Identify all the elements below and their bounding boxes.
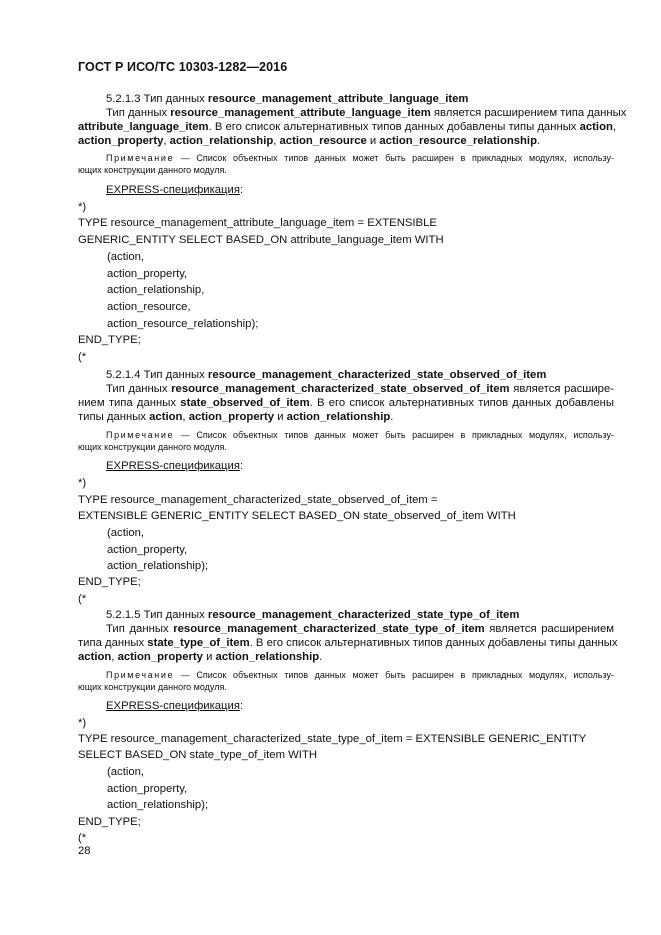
code-item: action_relationship, [107, 284, 205, 296]
code-line: TYPE resource_management_attribute_language_item = EXTENSIBLE [78, 217, 437, 229]
text: является расширением типа данных [430, 107, 627, 119]
paragraph-line [106, 622, 614, 636]
paragraph-line [78, 120, 617, 134]
code-item: action_property, [107, 268, 188, 280]
type-name: action_resource_relationship [379, 135, 537, 147]
page-number: 28 [78, 845, 91, 857]
text: ющих конструкции данного модуля. [78, 165, 227, 175]
code-line: (* [78, 832, 87, 844]
code-line: END_TYPE; [78, 334, 141, 346]
express-spec-label [106, 183, 243, 197]
note-line [106, 429, 614, 441]
code-line: TYPE resource_management_characterized_state_type_of_item = EXTENSIBLE GENERIC_ENTITY [78, 733, 587, 745]
text: : [239, 460, 244, 472]
paragraph-line [78, 396, 614, 410]
type-name: action_resource [279, 135, 367, 147]
text: является расширением [484, 623, 614, 635]
note-label: Примечание [106, 153, 175, 163]
code-line: *) [78, 201, 87, 213]
section-heading [106, 368, 546, 382]
express-label: EXPRESS-спецификация [106, 700, 240, 712]
text: Тип данных [106, 383, 172, 395]
code-item: action_property, [107, 544, 188, 556]
section-heading [106, 608, 519, 622]
type-name: action_property [188, 411, 275, 423]
code-item: action_resource_relationship); [107, 318, 259, 330]
note-label: Примечание [106, 430, 175, 440]
text: Тип данных [106, 107, 171, 119]
text: типы данных [78, 411, 150, 423]
text: . В его список альтернативных типов данных добавлены типы данных [208, 121, 580, 133]
paragraph-line [78, 636, 618, 650]
code-line: *) [78, 477, 87, 489]
text: ющих конструкции данного модуля. [78, 682, 227, 692]
type-name: resource_management_characterized_state_type_of_item [173, 623, 485, 635]
paragraph-line [78, 134, 540, 148]
heading-prefix: 5.2.1.3 Тип данных [106, 93, 208, 105]
note-line [78, 441, 227, 453]
code-line: END_TYPE; [78, 816, 141, 828]
code-line: *) [78, 717, 87, 729]
type-name: resource_management_characterized_state_observed_of_item [171, 383, 510, 395]
code-item: action_property, [107, 783, 188, 795]
code-item: action_relationship); [107, 560, 209, 572]
heading-type-name: resource_management_characterized_state_observed_of_item [207, 369, 547, 381]
heading-type-name: resource_management_characterized_state_type_of_item [207, 609, 520, 621]
type-name: action [78, 651, 112, 663]
text: — Список объектных типов данных может быть расширен в прикладных модулях, использу- [174, 430, 614, 440]
type-name: action_relationship [169, 135, 274, 147]
text: , [182, 411, 189, 423]
type-name: action [149, 411, 183, 423]
heading-prefix: 5.2.1.4 Тип данных [106, 369, 208, 381]
express-label: EXPRESS-спецификация [106, 184, 240, 196]
code-line: SELECT BASED_ON state_type_of_item WITH [78, 749, 317, 761]
text: , [273, 135, 280, 147]
text: — Список объектных типов данных может быть расширен в прикладных модулях, использу- [174, 153, 614, 163]
text: . В его список альтернативных типов данных добавлены типы данных [249, 637, 618, 649]
paragraph-line [106, 106, 627, 120]
text: типа данных [78, 637, 148, 649]
code-item: action_relationship); [107, 799, 209, 811]
text: и [274, 411, 287, 423]
text: ющих конструкции данного модуля. [78, 442, 227, 452]
type-name: state_type_of_item [147, 637, 250, 649]
type-name: state_observed_of_item [180, 397, 310, 409]
code-line: (* [78, 593, 87, 605]
type-name: action_relationship [215, 651, 320, 663]
paragraph-line [106, 382, 614, 396]
text: , [163, 135, 170, 147]
text: , [612, 121, 617, 133]
type-name: resource_management_attribute_language_item [170, 107, 431, 119]
code-line: EXTENSIBLE GENERIC_ENTITY SELECT BASED_ON state_observed_of_item WITH [78, 510, 516, 522]
section-heading [106, 92, 468, 106]
text: Тип данных [106, 623, 174, 635]
note-line [78, 681, 227, 693]
document-header: ГОСТ Р ИСО/ТС 10303-1282—2016 [78, 60, 288, 74]
text: . В его список альтернативных типов данных добавлены [309, 397, 614, 409]
code-item: (action, [107, 251, 145, 263]
express-spec-label [106, 459, 243, 473]
text: . [536, 135, 541, 147]
type-name: action_property [117, 651, 203, 663]
text: нием типа данных [78, 397, 181, 409]
type-name: action [579, 121, 613, 133]
note-line [106, 152, 614, 164]
code-item: (action, [107, 527, 145, 539]
text: и [202, 651, 216, 663]
code-line: (* [78, 351, 87, 363]
paragraph-line [78, 410, 393, 424]
heading-prefix: 5.2.1.5 Тип данных [106, 609, 208, 621]
text: , [111, 651, 118, 663]
type-name: action_property [78, 135, 164, 147]
code-item: (action, [107, 766, 145, 778]
type-name: attribute_language_item [78, 121, 209, 133]
text: — Список объектных типов данных может быть расширен в прикладных модулях, использу- [174, 670, 614, 680]
note-line [106, 669, 614, 681]
code-line: TYPE resource_management_characterized_state_observed_of_item = [78, 494, 438, 506]
note-label: Примечание [106, 670, 175, 680]
text: : [239, 700, 244, 712]
express-label: EXPRESS-спецификация [106, 460, 240, 472]
text: является расшире- [509, 383, 615, 395]
code-item: action_resource, [107, 301, 191, 313]
type-name: action_relationship [286, 411, 391, 423]
code-line: GENERIC_ENTITY SELECT BASED_ON attribute_language_item WITH [78, 234, 444, 246]
express-spec-label [106, 699, 243, 713]
text: и [366, 135, 380, 147]
text: . [390, 411, 394, 423]
code-line: END_TYPE; [78, 576, 141, 588]
heading-type-name: resource_management_attribute_language_item [207, 93, 469, 105]
paragraph-line [78, 650, 322, 664]
text: . [319, 651, 323, 663]
text: : [239, 184, 244, 196]
note-line [78, 164, 227, 176]
